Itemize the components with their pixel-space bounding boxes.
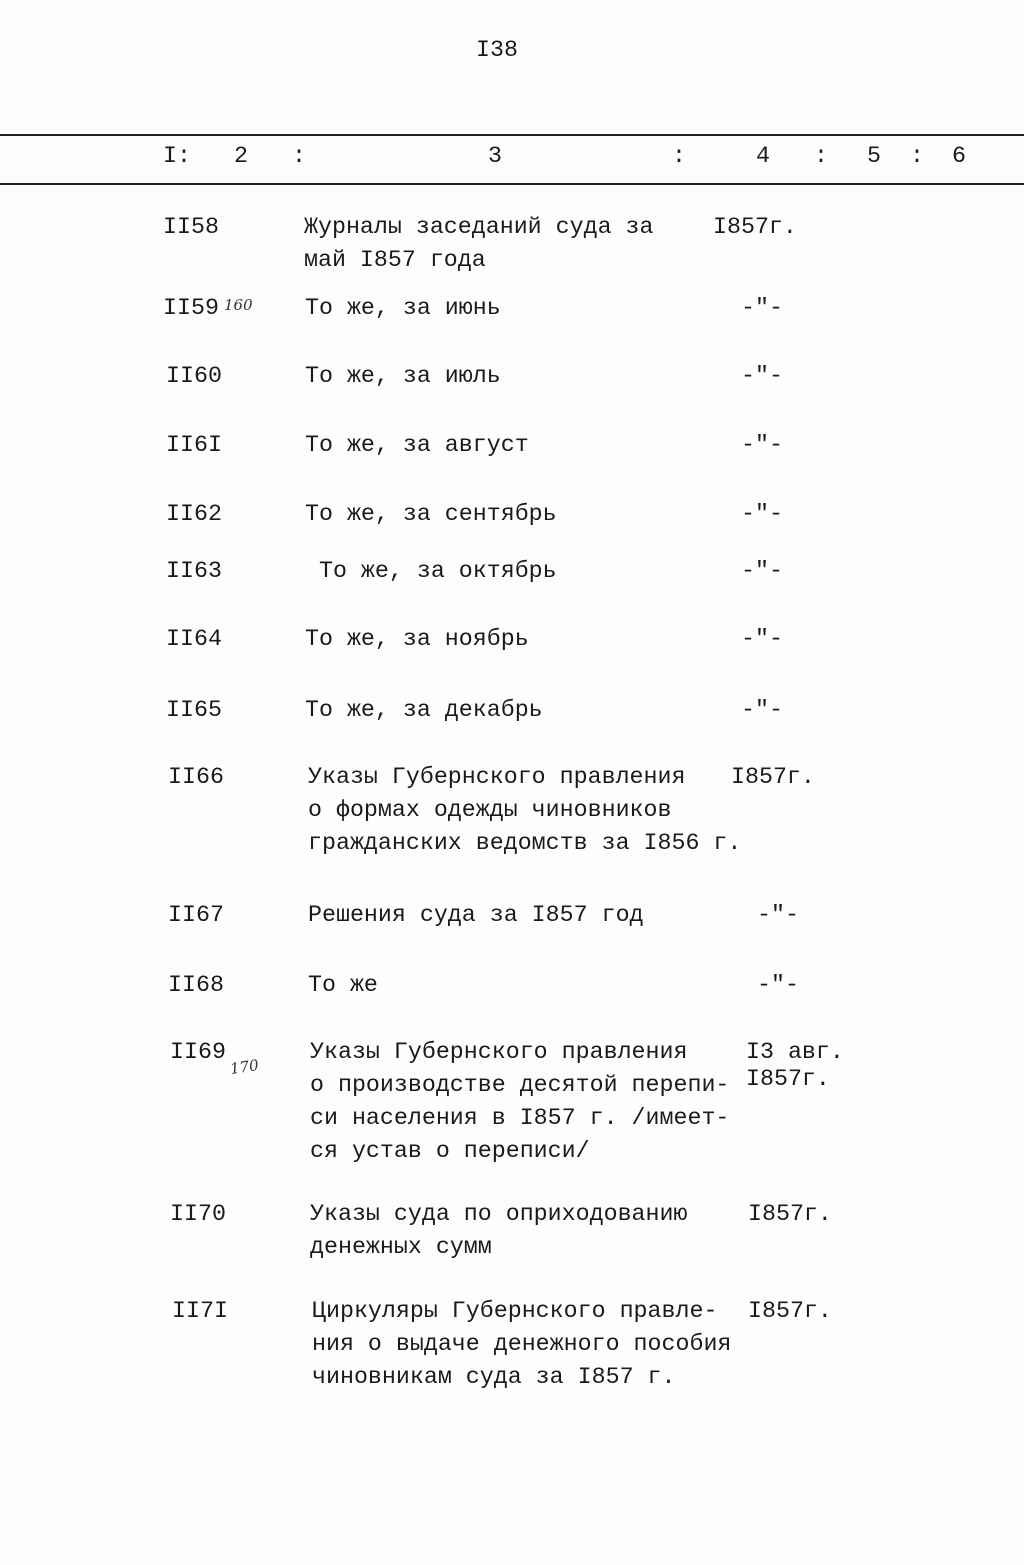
entry-date: I857г. <box>731 764 815 790</box>
entry-title-line: о формах одежды чиновников <box>308 797 672 823</box>
entry-date: I857г. <box>748 1201 832 1227</box>
entry-number: II70 <box>170 1201 226 1227</box>
entry-title-line: То же, за сентябрь <box>305 501 557 527</box>
entry-number: II66 <box>168 764 224 790</box>
entry-date: -"- <box>741 432 783 458</box>
col-6-header: 6 <box>952 143 966 169</box>
col-2-header: 2 <box>234 143 248 169</box>
entry-title-line: чиновникам суда за I857 г. <box>312 1364 676 1390</box>
entry-number: II64 <box>166 626 222 652</box>
col-1-header: I: <box>163 143 191 169</box>
entry-number: II65 <box>166 697 222 723</box>
entry-date: I857г. <box>746 1066 830 1092</box>
entry-title-line: То же, за декабрь <box>305 697 543 723</box>
entry-title-line: То же, за июнь <box>305 295 501 321</box>
page-number: I38 <box>476 37 518 63</box>
entry-title-line: Указы Губернского правления <box>310 1039 688 1065</box>
entry-number: II6I <box>166 432 222 458</box>
entry-title-line: Циркуляры Губернского правле- <box>312 1298 718 1324</box>
handwritten-sheet-number: 160 <box>224 296 253 314</box>
entry-title-line: То же, за октябрь <box>305 558 557 584</box>
entry-number: II59 <box>163 295 219 321</box>
entry-title-line: Решения суда за I857 год <box>308 902 644 928</box>
entry-date: I857г. <box>713 214 797 240</box>
entry-title-line: ния о выдаче денежного пособия <box>312 1331 732 1357</box>
handwritten-sheet-number: 170 <box>228 1056 260 1078</box>
entry-number: II58 <box>163 214 219 240</box>
entry-number: II7I <box>172 1298 228 1324</box>
entry-title-line: То же, за июль <box>305 363 501 389</box>
entry-title-line: ся устав о переписи/ <box>310 1138 590 1164</box>
entry-title-line: Журналы заседаний суда за <box>304 214 654 240</box>
entry-date: I3 авг. <box>746 1039 844 1065</box>
entry-title-line: си населения в I857 г. /имеет- <box>310 1105 730 1131</box>
entry-date: -"- <box>741 697 783 723</box>
entry-number: II62 <box>166 501 222 527</box>
entry-title-line: май I857 года <box>304 247 486 273</box>
entry-date: -"- <box>757 972 799 998</box>
entry-number: II67 <box>168 902 224 928</box>
entry-date: I857г. <box>748 1298 832 1324</box>
col-separator: : <box>910 143 924 169</box>
entry-date: -"- <box>741 501 783 527</box>
entry-number: II63 <box>166 558 222 584</box>
header-top-rule <box>0 134 1024 136</box>
entry-title-line: То же, за ноябрь <box>305 626 529 652</box>
entry-title-line: гражданских ведомств за I856 г. <box>308 830 742 856</box>
col-4-header: 4 <box>756 143 770 169</box>
entry-date: -"- <box>741 363 783 389</box>
entry-title-line: о производстве десятой перепи- <box>310 1072 730 1098</box>
entry-date: -"- <box>741 626 783 652</box>
entry-date: -"- <box>757 902 799 928</box>
entry-date: -"- <box>741 558 783 584</box>
col-separator: : <box>672 143 686 169</box>
entry-title-line: денежных сумм <box>310 1234 492 1260</box>
col-separator: : <box>814 143 828 169</box>
entry-title-line: Указы суда по оприходованию <box>310 1201 688 1227</box>
entry-number: II60 <box>166 363 222 389</box>
entry-title-line: То же, за август <box>305 432 529 458</box>
entry-number: II68 <box>168 972 224 998</box>
entry-title-line: Указы Губернского правления <box>308 764 686 790</box>
col-5-header: 5 <box>867 143 881 169</box>
entry-date: -"- <box>741 295 783 321</box>
col-3-header: 3 <box>488 143 502 169</box>
entry-number: II69 <box>170 1039 226 1065</box>
header-bottom-rule <box>0 183 1024 185</box>
col-separator: : <box>292 143 306 169</box>
entry-title-line: То же <box>308 972 378 998</box>
